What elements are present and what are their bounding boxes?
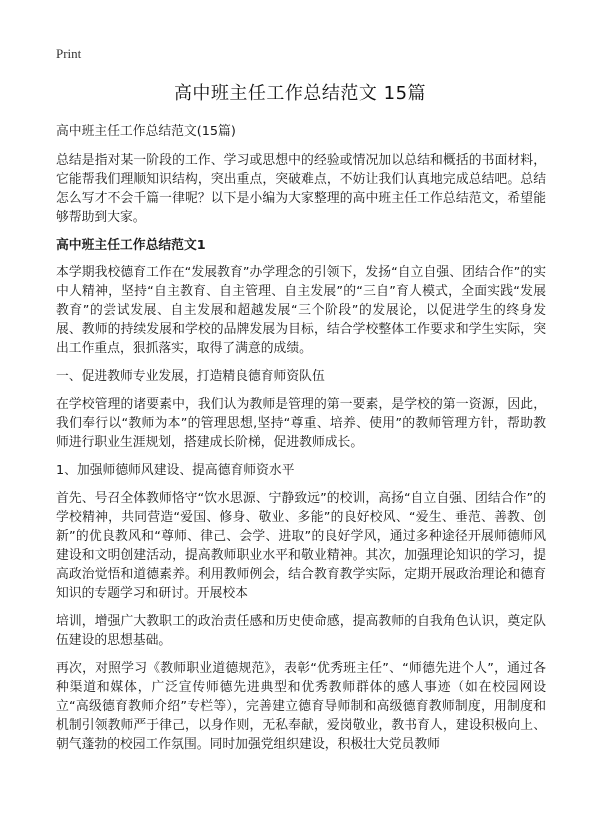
article-heading: 高中班主任工作总结范文1 <box>56 238 206 253</box>
section-heading: 一、促进教师专业发展，打造精良德育师资队伍 <box>56 369 325 384</box>
subsection-heading: 1、加强师德师风建设、提高德育师资水平 <box>56 463 295 478</box>
body-paragraph: 本学期我校德育工作在“发展教育”办学理念的引领下，发扬“自立自强、团结合作”的实中人精神，坚持“自主教育、自主管理、自主发展”的“三自”育人模式，全面实践“发展教育”的尝试发展、自主发展和超越发展“三个阶段”的发展论，以促进学生的终身发展、教师的持续发展和学校的品牌发展为目标，结合学校整体工作要求和学生实际，突出工作重点，狠抓落实，取得了满意的成绩。 <box>56 265 546 356</box>
document-title: 高中班主任工作总结范文 15篇 <box>173 83 427 104</box>
body-paragraph: 首先、号召全体教师恪守“饮水思源、宁静致远”的校训，高扬“自立自强、团结合作”的学校精神，共同营造“爱国、修身、敬业、多能”的良好校风、“爱生、垂范、善教、创新”的优良教风和“尊师、律己、会学、进取”的良好学风，通过多种途径开展师德师风建设和文明创建活动，提高教师职业水平和敬业精神。其次，加强理论知识的学习，提高政治觉悟和道德素养。利用教师例会，结合教育教学实际，定期开展政治理论和德育知识的专题学习和研讨。开展校本 <box>56 491 546 601</box>
intro-paragraph: 总结是指对某一阶段的工作、学习或思想中的经验或情况加以总结和概括的书面材料，它能帮我们理顺知识结构，突出重点，突破难点，不妨让我们认真地完成总结吧。总结怎么写才不会千篇一律呢？以下是小编为大家整理的高中班主任工作总结范文，希望能够帮助到大家。 <box>56 153 546 225</box>
body-paragraph: 培训，增强广大教职工的政治责任感和历史使命感，提高教师的自我角色认识，奠定队伍建设的思想基础。 <box>56 614 546 648</box>
document-body <box>56 122 546 763</box>
body-paragraph: 再次，对照学习《教师职业道德规范》，表彰“优秀班主任”、“师德先进个人”，通过各种渠道和媒体，广泛宣传师德先进典型和优秀教师群体的感人事迹（如在校园网设立“高级德育教师介绍”专栏等），完善建立德育导师制和高级德育教师制度，用制度和机制引领教师严于律己，以身作则，无私奉献，爱岗敬业，教书育人，建设积极向上、朝气蓬勃的校园工作氛围。同时加强党组织建设，积极壮大党员教师 <box>56 661 546 752</box>
document-subtitle: 高中班主任工作总结范文(15篇) <box>56 124 236 139</box>
body-paragraph: 在学校管理的诸要素中，我们认为教师是管理的第一要素，是学校的第一资源，因此，我们奉行以“教师为本”的管理思想,坚持“尊重、培养、使用”的教师管理方针，帮助教师进行职业生涯规划，搭建成长阶梯，促进教师成长。 <box>56 397 546 450</box>
print-label: Print <box>56 46 82 61</box>
